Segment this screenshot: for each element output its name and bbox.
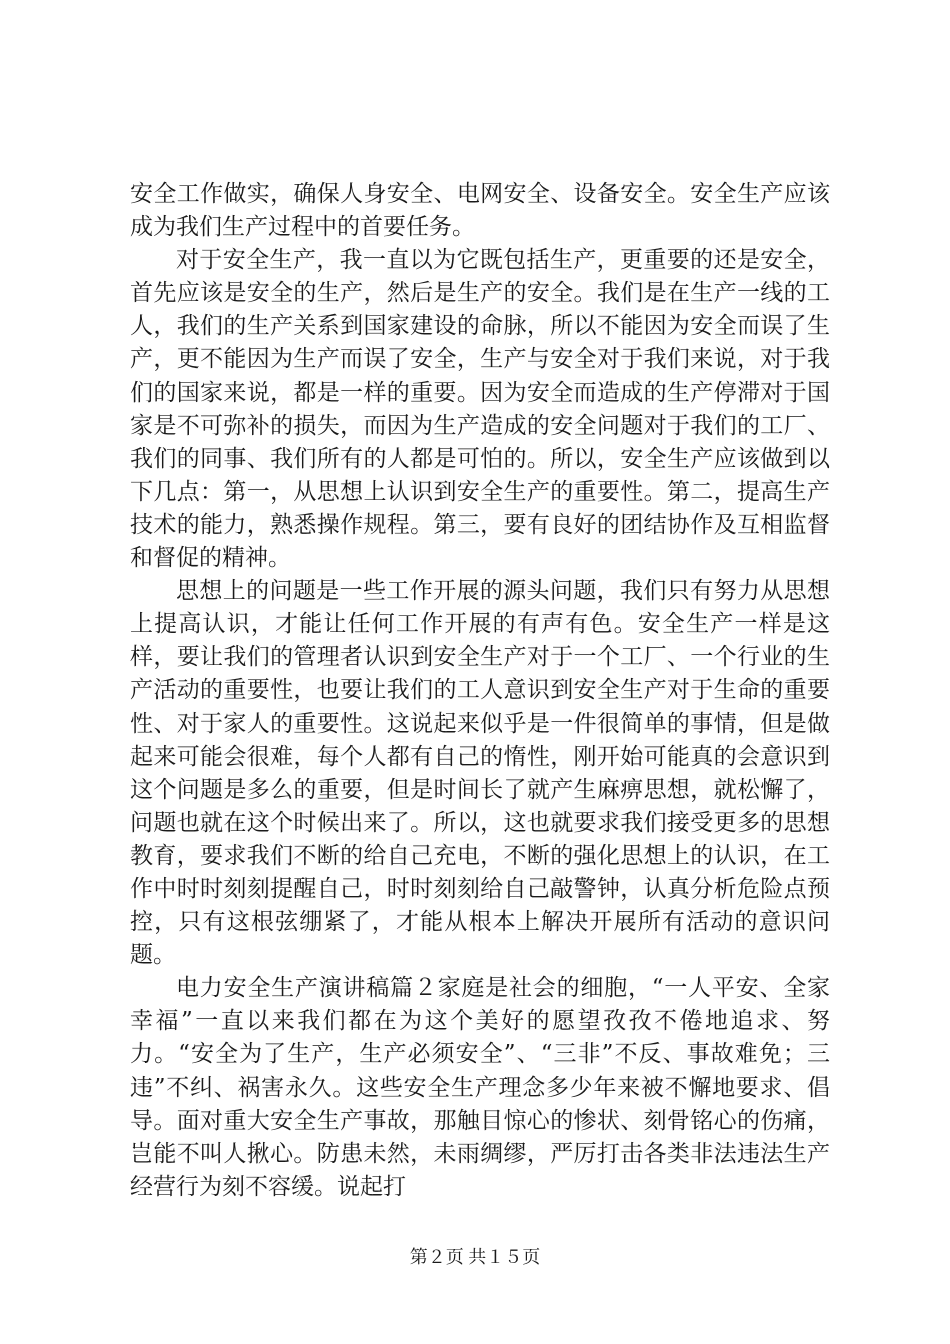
paragraph-2: 对于安全生产，我一直以为它既包括生产，更重要的还是安全，首先应该是安全的生产，然后是生产的安全。我们是在生产一线的工人，我们的生产关系到国家建设的命脉，所以不能因为安全而误了生产，更不能因为生产而误了安全，生产与安全对于我们来说，对于我们的国家来说，都是一样的重要。因为安全而造成的生产停滞对于国家是不可弥补的损失，而因为生产造成的安全问题对于我们的工厂、我们的同事、我们所有的人都是可怕的。所以，安全生产应该做到以下几点：第一，从思想上认识到安全生产的重要性。第二，提高生产技术的能力，熟悉操作规程。第三，要有良好的团结协作及互相监督和督促的精神。: [130, 247, 830, 572]
page-footer: [0, 1243, 950, 1269]
page-number-label: 第２页 共１５页: [409, 1247, 541, 1267]
document-body: [130, 178, 830, 1204]
paragraph-1: 安全工作做实，确保人身安全、电网安全、设备安全。安全生产应该成为我们生产过程中的首要任务。: [130, 181, 830, 241]
paragraph-4: 电力安全生产演讲稿篇２家庭是社会的细胞，“一人平安、全家幸福”一直以来我们都在为这个美好的愿望孜孜不倦地追求、努力。“安全为了生产，生产必须安全”、“三非”不反、事故难免；三违”不纠、祸害永久。这些安全生产理念多少年来被不懈地要求、倡导。面对重大安全生产事故，那触目惊心的惨状、刻骨铭心的伤痛，岂能不叫人揪心。防患未然，未雨绸缪，严厉打击各类非法违法生产经营行为刻不容缓。说起打: [130, 975, 830, 1200]
paragraph-3: 思想上的问题是一些工作开展的源头问题，我们只有努力从思想上提高认识，才能让任何工作开展的有声有色。安全生产一样是这样，要让我们的管理者认识到安全生产对于一个工厂、一个行业的生产活动的重要性，也要让我们的工人意识到安全生产对于生命的重要性、对于家人的重要性。这说起来似乎是一件很简单的事情，但是做起来可能会很难，每个人都有自己的惰性，刚开始可能真的会意识到这个问题是多么的重要，但是时间长了就产生麻痹思想，就松懈了，问题也就在这个时候出来了。所以，这也就要求我们接受更多的思想教育，要求我们不断的给自己充电，不断的强化思想上的认识，在工作中时时刻刻提醒自己，时时刻刻给自己敲警钟，认真分析危险点预控，只有这根弦绷紧了，才能从根本上解决开展所有活动的意识问题。: [130, 578, 830, 969]
